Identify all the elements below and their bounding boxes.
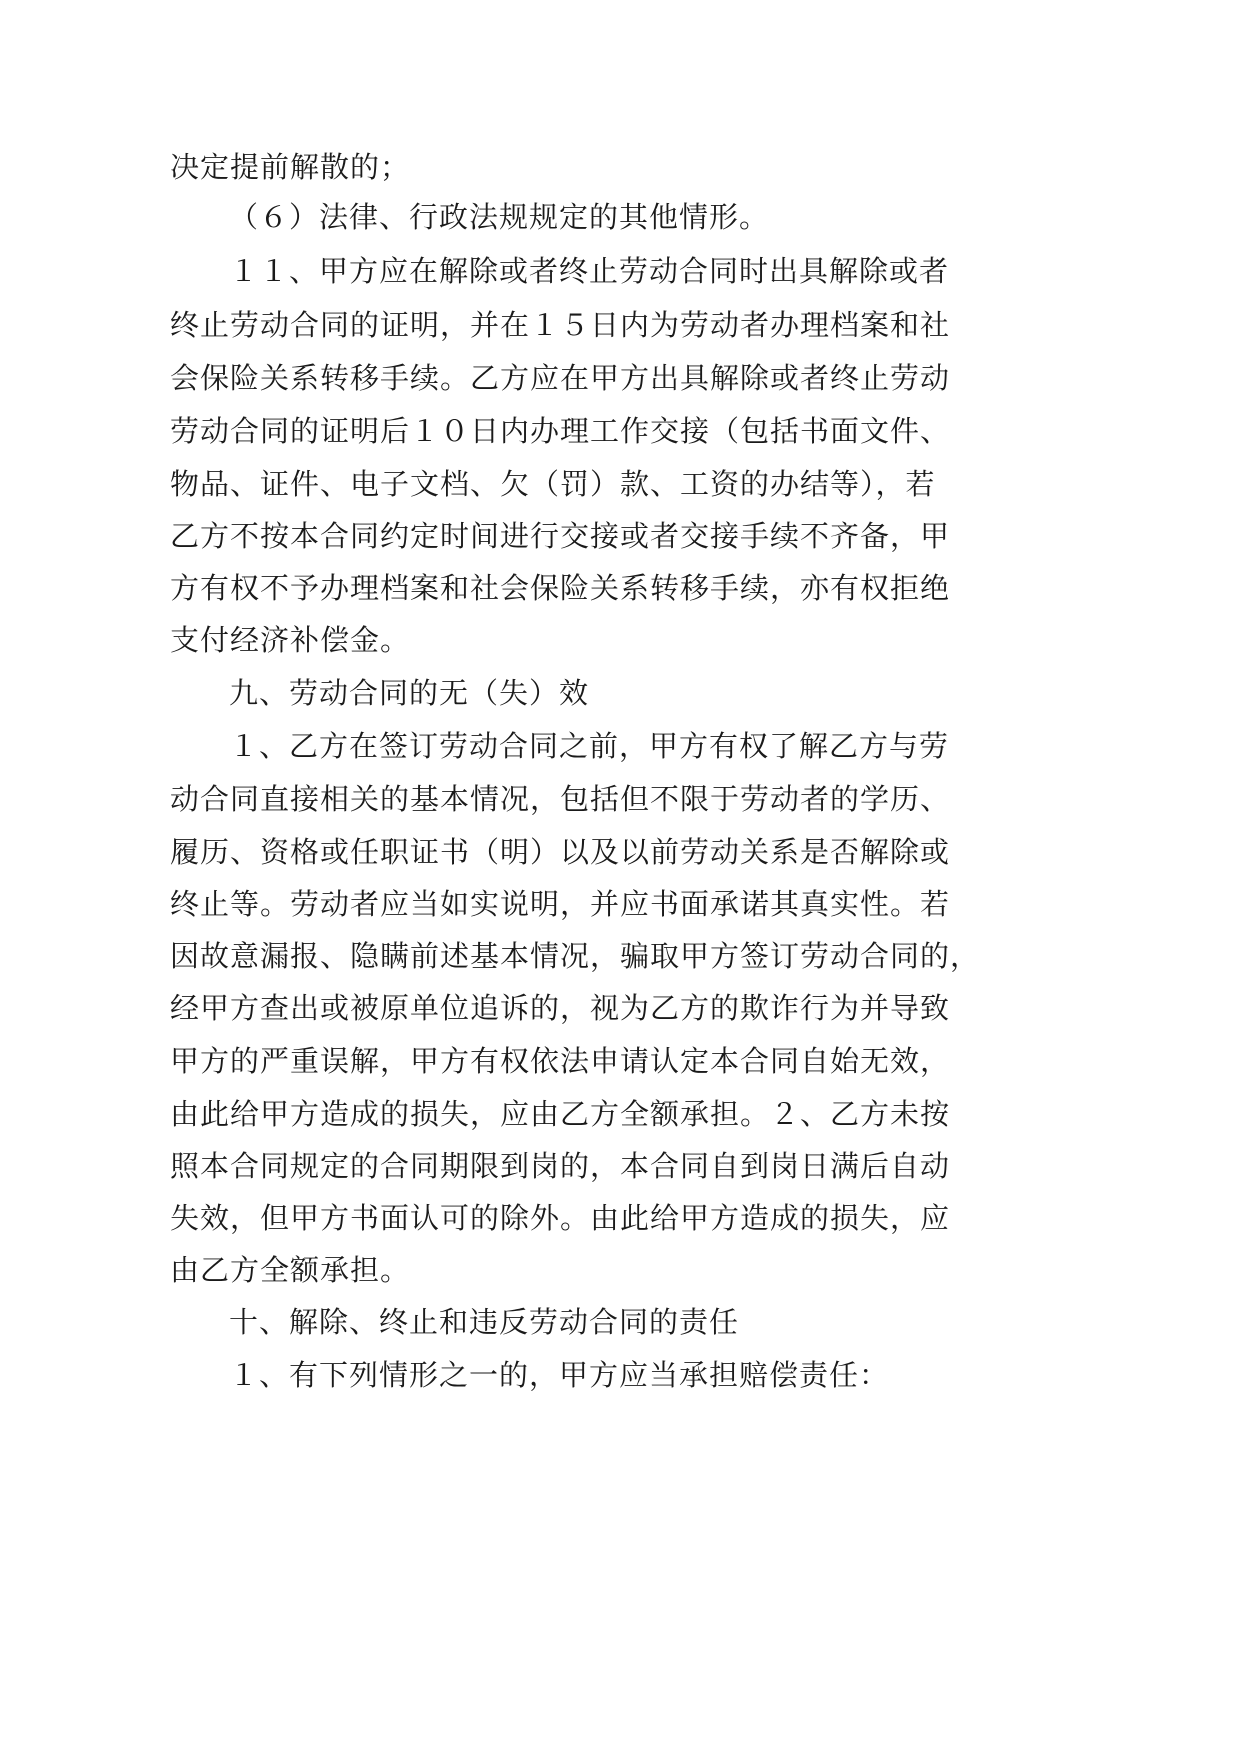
paragraph-line: 照本合同规定的合同期限到岗的，本合同自到岗日满后自动 <box>170 1149 951 1183</box>
paragraph-line: 甲方的严重误解，甲方有权依法申请认定本合同自始无效， <box>170 1044 951 1078</box>
paragraph-line: 由乙方全额承担。 <box>170 1253 411 1287</box>
paragraph-line: 决定提前解散的； <box>170 150 411 184</box>
paragraph-line: 物品、证件、电子文档、欠（罚）款、工资的办结等），若 <box>170 467 936 501</box>
paragraph-line: 因故意漏报、隐瞒前述基本情况，骗取甲方签订劳动合同的， <box>170 939 981 973</box>
paragraph-line: 经甲方查出或被原单位追诉的，视为乙方的欺诈行为并导致 <box>170 991 951 1025</box>
paragraph-line: 会保险关系转移手续。乙方应在甲方出具解除或者终止劳动 <box>170 361 951 395</box>
paragraph-line: 乙方不按本合同约定时间进行交接或者交接手续不齐备，甲 <box>170 519 951 553</box>
paragraph-line: 失效，但甲方书面认可的除外。由此给甲方造成的损失，应 <box>170 1201 951 1235</box>
paragraph-line: 由此给甲方造成的损失，应由乙方全额承担。２、乙方未按 <box>170 1097 951 1131</box>
paragraph-line: 动合同直接相关的基本情况，包括但不限于劳动者的学历、 <box>170 782 951 816</box>
paragraph-line: 支付经济补偿金。 <box>170 623 411 657</box>
paragraph-line: 方有权不予办理档案和社会保险关系转移手续，亦有权拒绝 <box>170 571 951 605</box>
section-heading: 九、劳动合同的无（失）效 <box>229 676 590 710</box>
paragraph-line: １、有下列情形之一的，甲方应当承担赔偿责任： <box>229 1358 890 1392</box>
paragraph-line: 劳动合同的证明后１０日内办理工作交接（包括书面文件、 <box>170 414 951 448</box>
paragraph-line: １、乙方在签订劳动合同之前，甲方有权了解乙方与劳 <box>229 729 950 763</box>
paragraph-line: 终止等。劳动者应当如实说明，并应书面承诺其真实性。若 <box>170 887 951 921</box>
paragraph-line: （６）法律、行政法规规定的其他情形。 <box>229 200 770 234</box>
paragraph-line: 终止劳动合同的证明，并在１５日内为劳动者办理档案和社 <box>170 308 951 342</box>
paragraph-line: 履历、资格或任职证书（明）以及以前劳动关系是否解除或 <box>170 835 951 869</box>
paragraph-line: １１、甲方应在解除或者终止劳动合同时出具解除或者 <box>229 254 950 288</box>
section-heading: 十、解除、终止和违反劳动合同的责任 <box>229 1305 740 1339</box>
